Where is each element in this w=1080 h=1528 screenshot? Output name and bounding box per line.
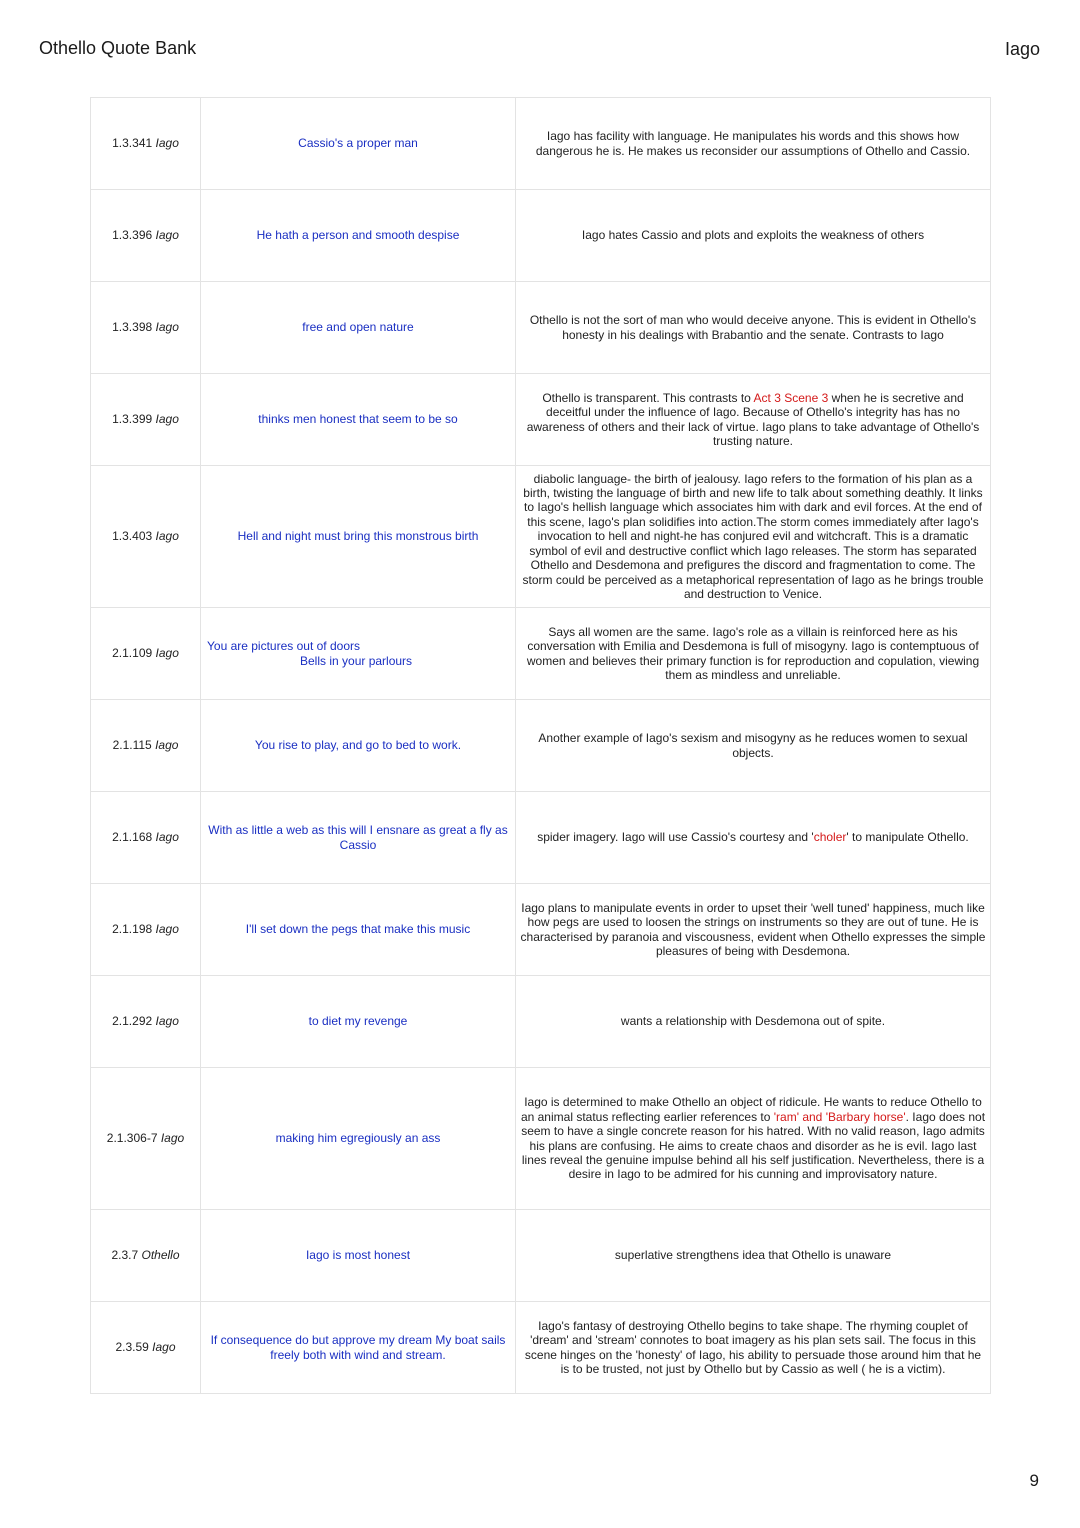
reference-number: 2.3.59 [115, 1340, 149, 1355]
analysis: Othello is not the sort of man who would deceive anyone. This is evident in Othello's honesty in his dealings with Brabantio and the senate. Contrasts to Iago [516, 282, 991, 374]
highlight-text: Act 3 Scene 3 [753, 390, 829, 405]
speaker: Iago [155, 646, 179, 661]
analysis: superlative strengthens idea that Othello is unaware [516, 1210, 991, 1302]
reference-number: 1.3.398 [112, 320, 153, 335]
character-name: Iago [1004, 39, 1040, 59]
analysis-text: ' to manipulate Othello. [846, 830, 969, 845]
quote: making him egregiously an ass [201, 1068, 516, 1210]
highlight-text: 'ram' and 'Barbary horse' [773, 1109, 906, 1124]
analysis [516, 1068, 991, 1210]
quote: Iago is most honest [201, 1210, 516, 1302]
reference-number: 2.1.109 [112, 646, 153, 661]
quote: thinks men honest that seem to be so [201, 374, 516, 466]
table-row [91, 1068, 991, 1210]
reference-number: 1.3.396 [112, 228, 153, 243]
analysis: diabolic language- the birth of jealousy. Iago refers to the formation of his plan as a birth, twisting the language of birth and new life to talk about something deathly. It links to Iago's hellish language which associates him with dark and evil forces. At the end of this scene, Iago's plan solidifies into action.The storm comes immediately after Iago's invocation to hell and night-he has conjured evil and witchcraft. This is a dramatic symbol of evil and destructive conflict which Iago releases. The storm has separated Othello and Desdemona and prefigures the discord and fragmentation to come. The storm could be perceived as a metaphorical representation of Iago as he brings trouble and destruction to Venice. [516, 466, 991, 608]
analysis: Says all women are the same. Iago's role as a villain is reinforced here as his conversation with Emilia and Desdemona is full of misogyny. Iago is contemptuous of women and believes their primary function is for reproduction and copulation, viewing them as mindless and unreliable. [516, 608, 991, 700]
highlight-text: choler [813, 830, 847, 845]
analysis-text: when he is secretive and deceitful under the influence of Iago. Because of Othello's integrity has has no awareness of others and their lack of virtue. Iago plans to take advantage of Othello's trusting nature. [526, 390, 980, 448]
speaker: Iago [155, 922, 179, 937]
analysis-text: spider imagery. Iago will use Cassio's courtesy and ' [537, 830, 814, 845]
quote-table [90, 97, 991, 1394]
table-row [91, 282, 991, 374]
analysis [516, 374, 991, 466]
speaker: Iago [155, 529, 179, 544]
quote: If consequence do but approve my dream My boat sails freely both with wind and stream. [201, 1302, 516, 1394]
analysis-text: . Iago does not seem to have a single concrete reason for his hatred. With no valid reason, Iago admits his plans are confusing. He aims to create chaos and disorder as he is evil. Iago last lines reveal the genuine impulse behind all his self justification. Nevertheless, there is a desire in Iago to be admired for his cunning and improvisatory nature. [521, 1109, 986, 1182]
analysis: Iago has facility with language. He manipulates his words and this shows how dangerous he is. He makes us reconsider our assumptions of Othello and Cassio. [516, 98, 991, 190]
speaker: Othello [141, 1248, 180, 1263]
table-row [91, 98, 991, 190]
quote: I'll set down the pegs that make this music [201, 884, 516, 976]
quote: You rise to play, and go to bed to work. [201, 700, 516, 792]
line-reference [91, 282, 201, 374]
table-row [91, 700, 991, 792]
quote: free and open nature [201, 282, 516, 374]
speaker: Iago [160, 1131, 185, 1146]
line-reference [91, 1210, 201, 1302]
quote: Hell and night must bring this monstrous birth [201, 466, 516, 608]
quote-line: You are pictures out of doors [207, 639, 360, 654]
analysis: Iago's fantasy of destroying Othello begins to take shape. The rhyming couplet of 'dream' and 'stream' connotes to boat imagery as his plan sets sail. The focus in this scene hinges on the 'honesty' of Iago, his ability to persuade those around him that he is to be trusted, not just by Othello but by Cassio as well ( he is a victim). [516, 1302, 991, 1394]
analysis: wants a relationship with Desdemona out of spite. [516, 976, 991, 1068]
line-reference [91, 976, 201, 1068]
line-reference [91, 608, 201, 700]
table-row [91, 884, 991, 976]
reference-number: 2.1.168 [112, 830, 153, 845]
line-reference [91, 190, 201, 282]
line-reference [91, 884, 201, 976]
table-row [91, 466, 991, 608]
quote [201, 608, 516, 700]
analysis: Iago hates Cassio and plots and exploits the weakness of others [516, 190, 991, 282]
analysis-text: Othello is transparent. This contrasts to [542, 390, 754, 405]
speaker: Iago [155, 320, 179, 335]
reference-number: 1.3.341 [112, 136, 153, 151]
analysis-text: Iago is determined to make Othello an object of ridicule. He wants to reduce Othello to an animal status reflecting earlier references to [520, 1095, 982, 1124]
line-reference [91, 700, 201, 792]
table-row [91, 976, 991, 1068]
line-reference [91, 1302, 201, 1394]
speaker: Iago [155, 136, 179, 151]
table-row [91, 792, 991, 884]
reference-number: 2.3.7 [111, 1248, 139, 1263]
quote: He hath a person and smooth despise [201, 190, 516, 282]
reference-number: 2.1.198 [112, 922, 153, 937]
quote-line: Bells in your parlours [300, 653, 413, 668]
reference-number: 2.1.306-7 [106, 1131, 158, 1146]
table-row [91, 608, 991, 700]
line-reference [91, 1068, 201, 1210]
speaker: Iago [155, 228, 179, 243]
page-number: 9 [1029, 1471, 1039, 1490]
analysis: Another example of Iago's sexism and misogyny as he reduces women to sexual objects. [516, 700, 991, 792]
quote: to diet my revenge [201, 976, 516, 1068]
analysis [516, 792, 991, 884]
table-row [91, 1210, 991, 1302]
table-row [91, 374, 991, 466]
speaker: Iago [152, 1340, 176, 1355]
speaker: Iago [155, 1014, 179, 1029]
quote: With as little a web as this will I ensnare as great a fly as Cassio [201, 792, 516, 884]
reference-number: 1.3.399 [112, 412, 153, 427]
speaker: Iago [155, 830, 179, 845]
line-reference [91, 792, 201, 884]
quote: Cassio's a proper man [201, 98, 516, 190]
line-reference [91, 98, 201, 190]
reference-number: 1.3.403 [112, 529, 153, 544]
page-title: Othello Quote Bank [39, 38, 197, 58]
table-row [91, 1302, 991, 1394]
speaker: Iago [155, 412, 179, 427]
reference-number: 2.1.292 [112, 1014, 153, 1029]
line-reference [91, 374, 201, 466]
reference-number: 2.1.115 [112, 738, 152, 753]
speaker: Iago [155, 738, 179, 753]
line-reference [91, 466, 201, 608]
analysis: Iago plans to manipulate events in order to upset their 'well tuned' happiness, much like how pegs are used to loosen the strings on instruments so they are out of tune. He is characterised by paranoia and viscousness, evident when Othello expresses the simple pleasures of being with Desdemona. [516, 884, 991, 976]
table-row [91, 190, 991, 282]
